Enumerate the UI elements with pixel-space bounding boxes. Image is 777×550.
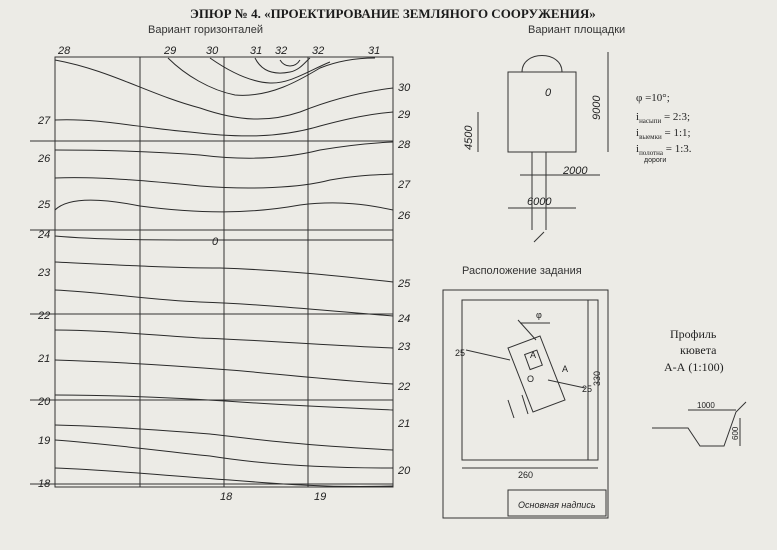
bottom-label-19: 19: [314, 491, 327, 503]
right-label-23: 23: [398, 341, 411, 353]
page-title: ЭПЮР № 4. «ПРОЕКТИРОВАНИЕ ЗЕМЛЯНОГО СООРУЖЕНИЯ»: [190, 6, 596, 21]
left-label-27: 27: [38, 115, 51, 127]
right-label-20: 20: [398, 465, 411, 477]
param-nasyp-sub: насыпи: [639, 117, 662, 126]
stamp-label: Основная надпись: [518, 500, 596, 510]
param-polotno-value: = 1:3.: [665, 143, 692, 155]
right-label-26: 26: [398, 210, 411, 222]
section-a1: A: [530, 350, 537, 360]
dim-260: 260: [518, 470, 534, 480]
bottom-label-18: 18: [220, 491, 233, 503]
param-polotno-letter: i: [636, 143, 640, 155]
dim-600: 600: [731, 426, 740, 440]
top-label-29: 29: [164, 45, 177, 57]
left-label-23: 23: [38, 267, 51, 279]
dim-330: 330: [592, 370, 602, 386]
param-nasyp-letter: i: [636, 111, 640, 123]
right-label-29: 29: [398, 109, 411, 121]
left-label-22: 22: [38, 310, 51, 322]
right-label-25: 25: [398, 278, 411, 290]
right-label-27: 27: [398, 179, 411, 191]
right-label-21: 21: [398, 418, 411, 430]
top-label-31b: 31: [368, 45, 381, 57]
top-label-30: 30: [206, 45, 219, 57]
right-label-22: 22: [398, 381, 411, 393]
param-polotno-sub2: дороги: [644, 157, 667, 164]
contour-map-caption: Вариант горизонталей: [148, 24, 263, 36]
left-label-25: 25: [38, 199, 51, 211]
layout-caption: Расположение задания: [462, 265, 582, 277]
center-point-label: 0: [212, 236, 219, 248]
section-a2: A: [562, 364, 569, 374]
profile-title-3: А-А (1:100): [664, 360, 724, 374]
param-vyemka-value: = 1:1;: [664, 127, 691, 139]
left-label-24: 24: [38, 229, 51, 241]
dim-6000: 6000: [527, 196, 552, 208]
left-label-19: 19: [38, 435, 51, 447]
top-label-32a: 32: [275, 45, 288, 57]
label-25a: 25: [455, 348, 466, 358]
top-label-32b: 32: [312, 45, 325, 57]
platform-center-label: 0: [545, 87, 552, 99]
left-label-18: 18: [38, 478, 51, 490]
left-label-20: 20: [38, 396, 51, 408]
phi-symbol: φ: [536, 310, 542, 320]
param-vyemka-letter: i: [636, 127, 640, 139]
top-label-31: 31: [250, 45, 263, 57]
param-vyemka-sub: выемки: [639, 133, 662, 142]
dim-2000: 2000: [563, 165, 588, 177]
param-phi: φ =10°;: [636, 92, 670, 104]
origin-o: O: [527, 374, 535, 384]
param-polotno-sub1: полотна: [639, 149, 664, 158]
profile-title-1: Профиль: [670, 327, 717, 341]
right-label-24: 24: [398, 313, 411, 325]
label-25b: 25: [582, 384, 593, 394]
top-label-28: 28: [58, 45, 71, 57]
dim-4500: 4500: [463, 125, 475, 150]
param-nasyp-value: = 2:3;: [663, 111, 691, 123]
dim-1000: 1000: [697, 401, 715, 410]
left-label-26: 26: [38, 153, 51, 165]
profile-title-2: кювета: [680, 343, 717, 357]
dim-9000: 9000: [591, 95, 603, 120]
platform-caption: Вариант площадки: [528, 24, 626, 36]
left-label-21: 21: [38, 353, 51, 365]
right-label-30: 30: [398, 82, 411, 94]
right-label-28: 28: [398, 139, 411, 151]
